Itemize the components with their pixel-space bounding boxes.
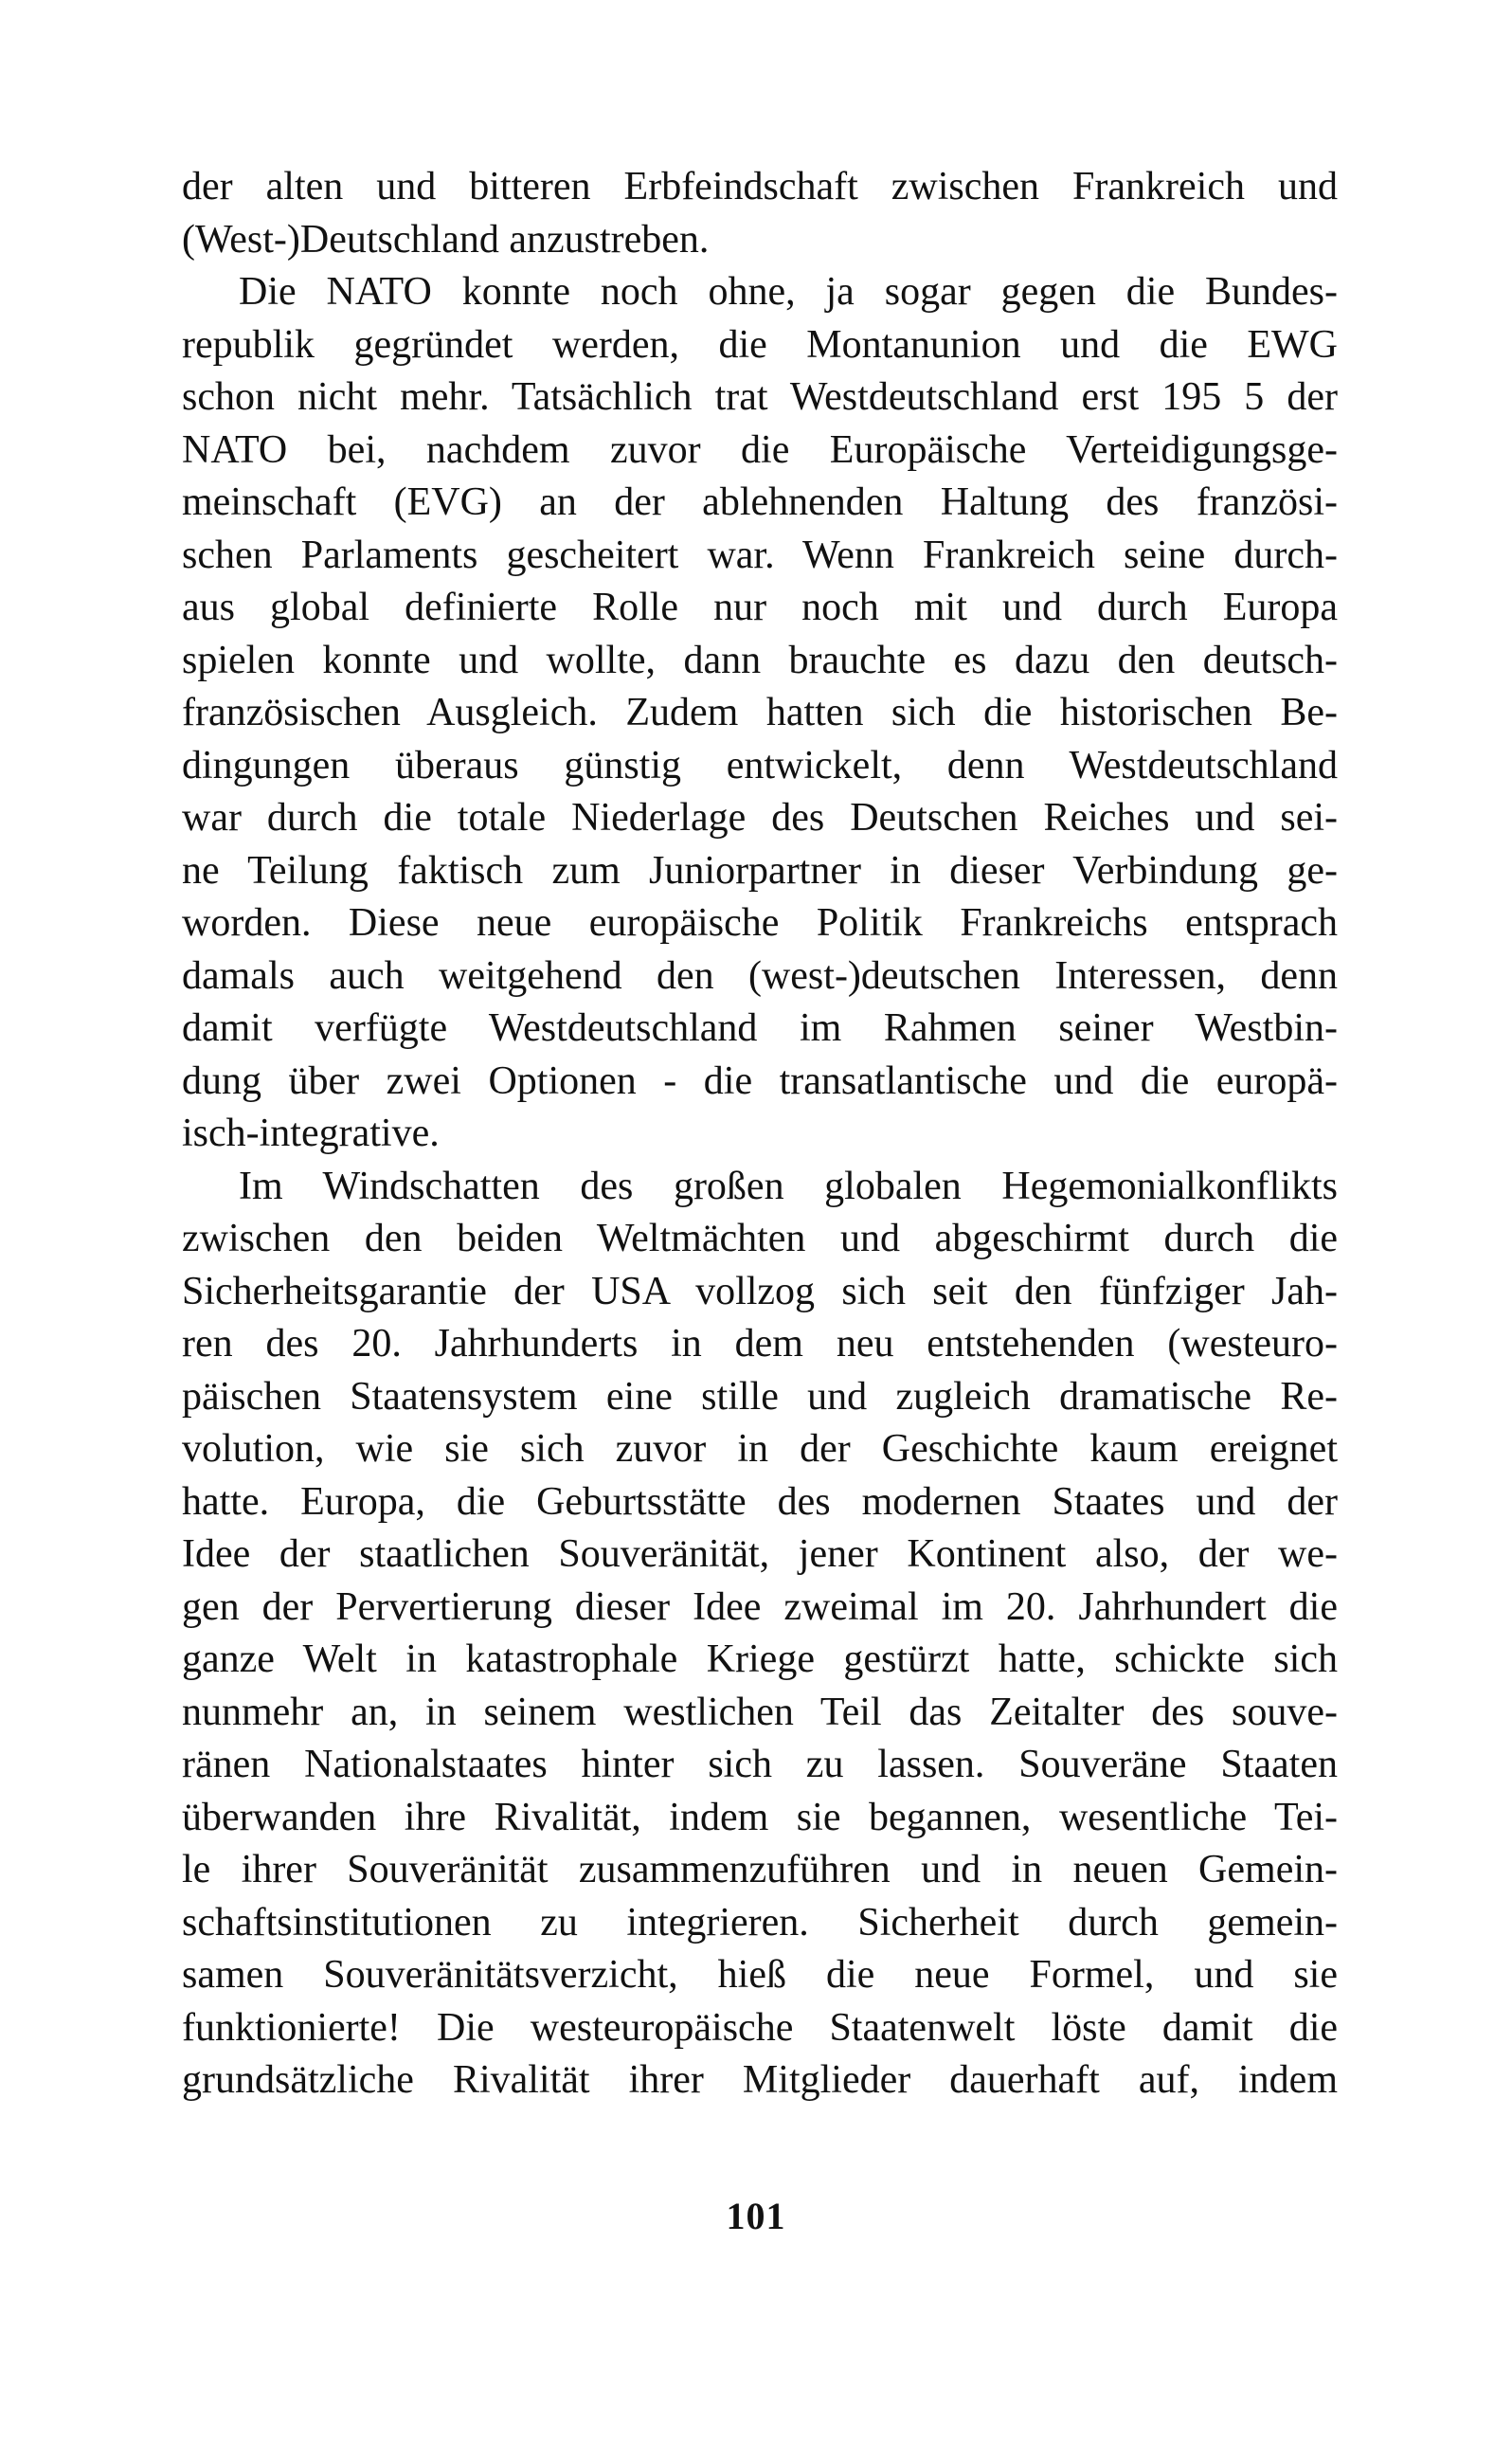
text-line: (West-)Deutschland anzustreben. [182,217,710,262]
text-line: Die NATO konnte noch ohne, ja sogar gegen die Bundes- [239,270,1338,314]
page-number: 101 [726,2195,786,2237]
text-line: schen Parlaments gescheitert war. Wenn Frankreich seine durch- [182,533,1338,577]
text-line: grundsätzliche Rivalität ihrer Mitglieder dauerhaft auf, indem [182,2058,1338,2102]
text-line: nunmehr an, in seinem westlichen Teil das Zeitalter des souve- [182,1690,1338,1734]
text-line: worden. Diese neue europäische Politik Frankreichs entsprach [182,901,1338,945]
paragraph [182,266,1338,1161]
text-line: Sicherheitsgarantie der USA vollzog sich seit den fünfziger Jah- [182,1269,1338,1313]
text-line: Im Windschatten des großen globalen Hegemonialkonflikts [239,1164,1338,1208]
text-line: aus global definierte Rolle nur noch mit und durch Europa [182,586,1338,629]
text-line: französischen Ausgleich. Zudem hatten sich die historischen Be- [182,691,1338,734]
text-line: republik gegründet werden, die Montanunion und die EWG [182,322,1338,367]
text-line: war durch die totale Niederlage des Deutschen Reiches und sei- [182,796,1338,840]
text-line: Idee der staatlichen Souveränität, jener Kontinent also, der we- [182,1532,1338,1576]
body-text [182,161,1338,2107]
text-line: schaftsinstitutionen zu integrieren. Sicherheit durch gemein- [182,1900,1338,1944]
text-line: ganze Welt in katastrophale Kriege gestürzt hatte, schickte sich [182,1637,1338,1681]
text-line: dingungen überaus günstig entwickelt, denn Westdeutschland [182,743,1338,787]
text-line: überwanden ihre Rivalität, indem sie begannen, wesentliche Tei- [182,1795,1338,1839]
text-line: volution, wie sie sich zuvor in der Geschichte kaum ereignet [182,1427,1338,1471]
text-line: dung über zwei Optionen - die transatlantische und die europä- [182,1058,1338,1103]
text-line: päischen Staatensystem eine stille und zugleich dramatische Re- [182,1374,1338,1419]
text-line: hatte. Europa, die Geburtsstätte des modernen Staates und der [182,1479,1338,1524]
text-line: le ihrer Souveränität zusammenzuführen und in neuen Gemein- [182,1848,1338,1891]
text-line: ne Teilung faktisch zum Juniorpartner in dieser Verbindung ge- [182,848,1338,893]
text-line: NATO bei, nachdem zuvor die Europäische Verteidigungsge- [182,427,1338,472]
paragraph [182,161,1338,266]
text-line: funktionierte! Die westeuropäische Staatenwelt löste damit die [182,2005,1338,2050]
text-line: schon nicht mehr. Tatsächlich trat Westdeutschland erst 195 5 der [182,375,1338,419]
text-line: ren des 20. Jahrhunderts in dem neu entstehenden (westeuro- [182,1322,1338,1366]
text-line: ränen Nationalstaates hinter sich zu lassen. Souveräne Staaten [182,1743,1338,1786]
text-line: gen der Pervertierung dieser Idee zweimal im 20. Jahrhundert die [182,1584,1338,1629]
text-line: damit verfügte Westdeutschland im Rahmen seiner Westbin- [182,1006,1338,1050]
paragraph [182,1161,1338,2107]
text-line: zwischen den beiden Weltmächten und abgeschirmt durch die [182,1217,1338,1260]
text-line: spielen konnte und wollte, dann brauchte es dazu den deutsch- [182,638,1338,682]
text-line: der alten und bitteren Erbfeindschaft zwischen Frankreich und [182,165,1338,208]
text-line: isch-integrative. [182,1112,440,1155]
text-line: damals auch weitgehend den (west-)deutschen Interessen, denn [182,953,1338,998]
text-line: samen Souveränitätsverzicht, hieß die neue Formel, und sie [182,1953,1338,1997]
text-line: meinschaft (EVG) an der ablehnenden Haltung des französi- [182,480,1338,524]
